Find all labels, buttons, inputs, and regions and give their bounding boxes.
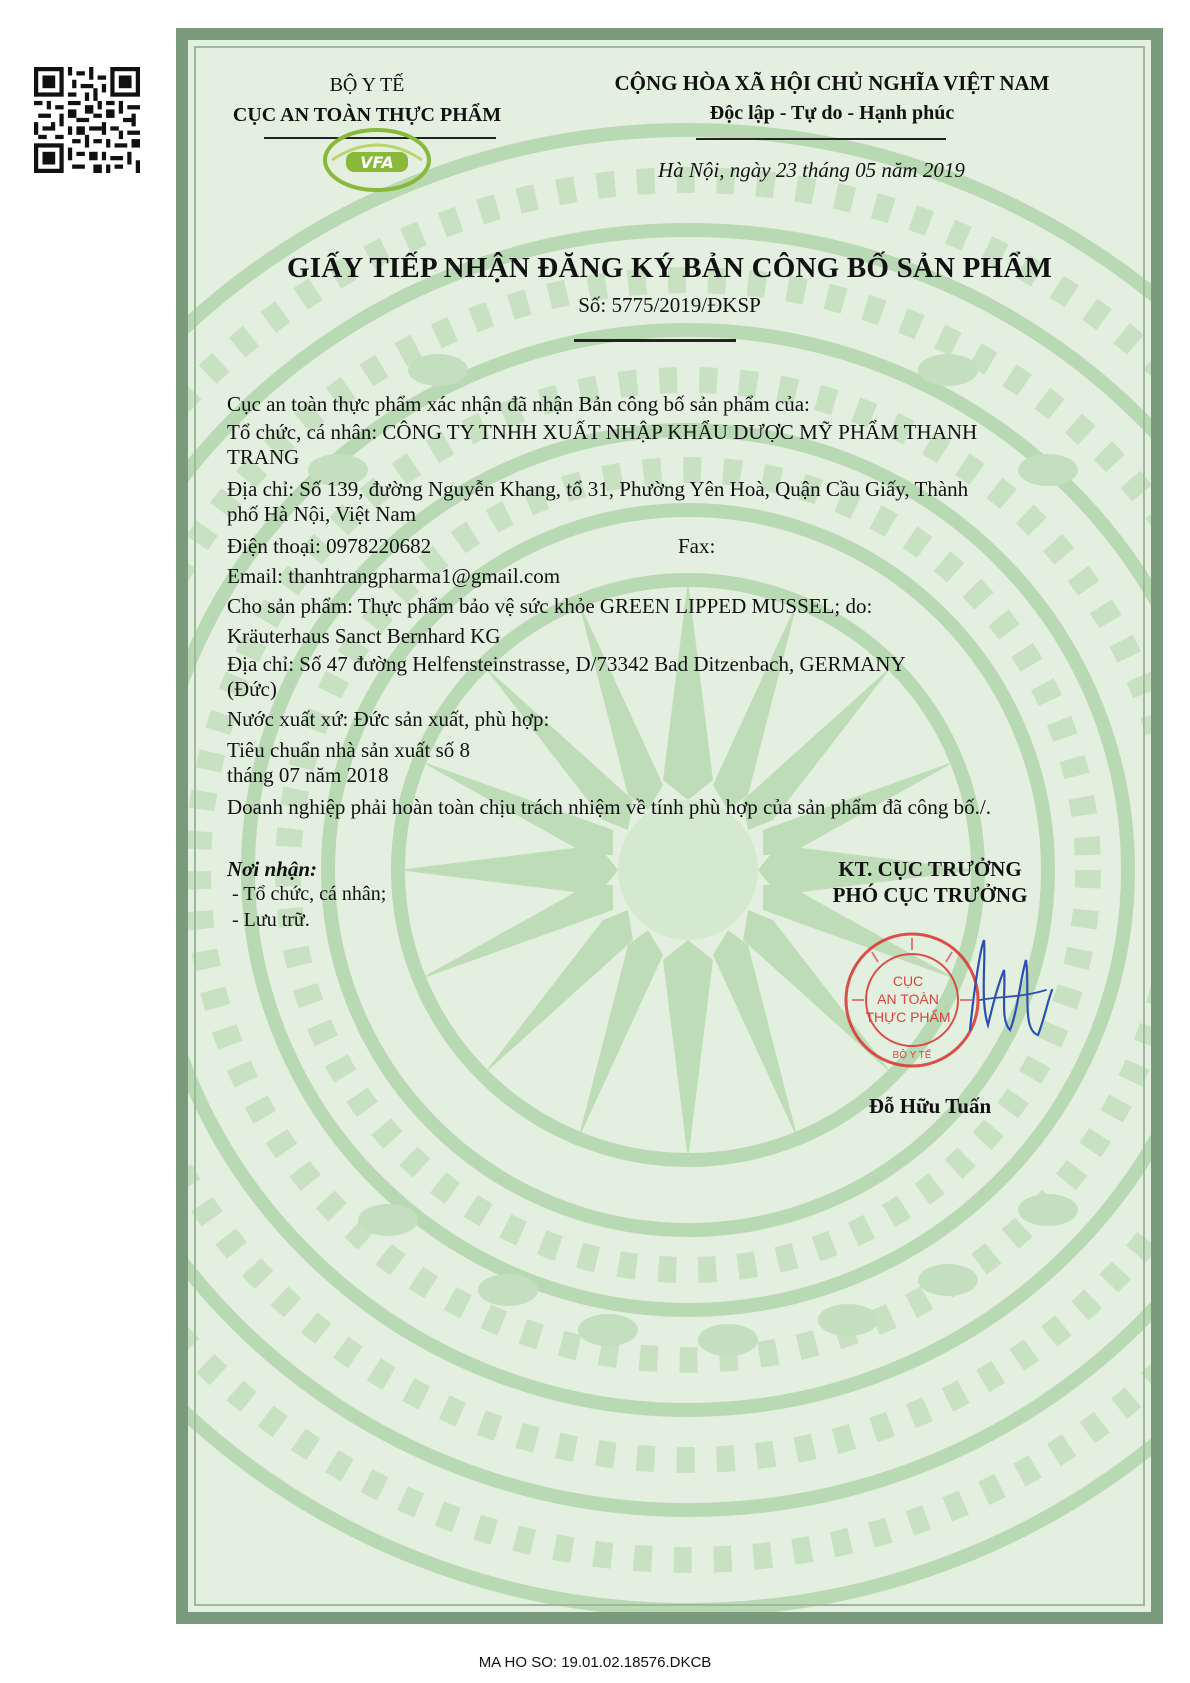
document-title: GIẤY TIẾP NHẬN ĐĂNG KÝ BẢN CÔNG BỐ SẢN PHẨM — [286, 252, 1053, 284]
recipient-item: - Tổ chức, cá nhân; — [232, 883, 387, 905]
standard-line2: tháng 07 năm 2018 — [227, 763, 389, 787]
header-right — [572, 68, 1092, 128]
product-text: Cho sản phẩm: Thực phẩm bảo vệ sức khỏe GREEN LIPPED MUSSEL; do: — [227, 594, 873, 618]
header-right-underline — [696, 138, 946, 140]
issue-date: Hà Nội, ngày 23 tháng 05 năm 2019 — [658, 158, 965, 182]
manufacturer-address-line1: Địa chỉ: Số 47 đường Helfensteinstrasse, D/73342 Bad Ditzenbach, GERMANY — [227, 652, 906, 676]
manufacturer-address-line2: (Đức) — [227, 677, 277, 701]
email-text: Email: thanhtrangpharma1@gmail.com — [227, 564, 561, 588]
address-line1: Địa chỉ: Số 139, đường Nguyễn Khang, tổ 31, Phường Yên Hoà, Quận Cầu Giấy, Thành — [227, 477, 969, 501]
organization-line1: Tổ chức, cá nhân: CÔNG TY TNHH XUẤT NHẬP KHẨU DƯỢC MỸ PHẨM THANH — [227, 420, 978, 444]
manufacturer-text: Kräuterhaus Sanct Bernhard KG — [227, 624, 501, 648]
file-code-footer: MA HO SO: 19.01.02.18576.DKCB — [478, 1654, 712, 1671]
vfa-logo-icon — [318, 122, 436, 194]
document-number: Số: 5775/2019/ĐKSP — [578, 293, 761, 317]
fax-text: Fax: — [678, 534, 716, 558]
ministry-name: BỘ Y TẾ — [329, 74, 405, 96]
stamp-line: THỰC PHẨM — [865, 1009, 951, 1025]
organization-line2: TRANG — [227, 445, 300, 469]
agency-name: CỤC AN TOÀN THỰC PHẨM — [232, 104, 502, 126]
responsibility-text: Doanh nghiệp phải hoàn toàn chịu trách nhiệm về tính phù hợp của sản phẩm đã công bố./. — [227, 795, 991, 819]
signer-title-line1: KT. CỤC TRƯỞNG — [838, 857, 1022, 881]
motto: Độc lập - Tự do - Hạnh phúc — [709, 102, 955, 124]
stamp-bottom-text: BỘ Y TẾ — [892, 1050, 932, 1061]
recipients-title: Nơi nhận: — [227, 857, 318, 881]
title-underline — [574, 339, 736, 342]
signer-title-line2: PHÓ CỤC TRƯỞNG — [832, 883, 1028, 907]
stamp-line: AN TOÀN — [877, 991, 939, 1007]
stamp-line: CỤC — [892, 973, 924, 989]
handwritten-signature — [960, 930, 1060, 1060]
address-line2: phố Hà Nội, Việt Nam — [227, 502, 417, 526]
origin-text: Nước xuất xứ: Đức sản xuất, phù hợp: — [227, 707, 550, 731]
country-name: CỘNG HÒA XÃ HỘI CHỦ NGHĨA VIỆT NAM — [614, 71, 1050, 95]
recipient-item: - Lưu trữ. — [232, 909, 310, 931]
intro-text: Cục an toàn thực phẩm xác nhận đã nhận Bản công bố sản phẩm của: — [227, 392, 810, 416]
phone-text: Điện thoại: 0978220682 — [227, 534, 432, 558]
signer-name: Đỗ Hữu Tuấn — [868, 1094, 992, 1118]
qr-code-icon — [34, 67, 140, 173]
logo-text: VFA — [360, 153, 394, 172]
standard-line1: Tiêu chuẩn nhà sản xuất số 8 — [227, 738, 471, 762]
header-left — [212, 70, 522, 130]
